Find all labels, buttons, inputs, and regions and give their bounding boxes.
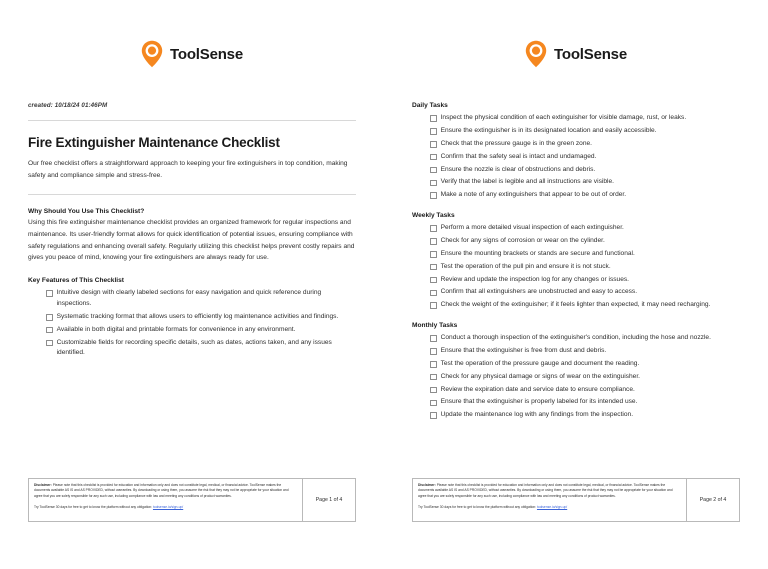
why-section-heading: Why Should You Use This Checklist? (28, 208, 145, 216)
task-group-daily (412, 102, 740, 202)
footer-page-number-cell (687, 479, 739, 521)
page-footer (28, 478, 356, 522)
list-item[interactable] (430, 163, 740, 176)
task-group-weekly (412, 212, 740, 312)
footer-page-number-cell (303, 479, 355, 521)
page-title: Fire Extinguisher Maintenance Checklist (28, 135, 280, 150)
disclaimer-text: Please note that this checklist is provided for education and information only and does not constitute legal, medical, or financial advice. ToolSense makes the documents available AS IS and AS PROVIDED, without warranties. By downloading or using them, you assume the risk that they may not be appropriate for your situation and agree that you are solely responsible for any such use, including compliance with law and meeting any conditions of product warranties. (34, 483, 289, 498)
disclaimer-label: Disclaimer: (34, 483, 52, 487)
list-item[interactable] (430, 396, 740, 409)
trial-text: Try ToolSense 30 days for free to get to know the platform without any obligation: (418, 504, 537, 509)
task-group-title: Weekly Tasks (412, 212, 455, 220)
list-item[interactable] (430, 176, 740, 189)
list-item[interactable] (430, 151, 740, 164)
trial-link[interactable]: toolsense.io/sign-up/ (536, 504, 568, 509)
list-item-label: Customizable fields for recording specific details, such as dates, actions taken, and any issues identified. (56, 338, 332, 357)
list-item-label: Inspect the physical condition of each extinguisher for visible damage, rust, or leaks. (440, 114, 687, 122)
page-number: Page 1 of 4 (315, 497, 343, 503)
list-item-label: Ensure that the extinguisher is properly labeled for its intended use. (440, 398, 638, 406)
list-item[interactable] (430, 409, 740, 422)
checkbox-icon[interactable] (430, 192, 437, 199)
list-item-label: Check that the pressure gauge is in the green zone. (440, 139, 592, 147)
list-item-label: Ensure the nozzle is clear of obstructions and debris. (440, 165, 596, 173)
footer-trial-line (418, 505, 681, 510)
page-lead-paragraph: Our free checklist offers a straightforward approach to keeping your fire extinguishers in top condition, making safety and compliance simple and stress-free. (28, 160, 348, 179)
list-item[interactable] (430, 248, 740, 261)
checkbox-icon[interactable] (430, 167, 437, 174)
checkbox-icon[interactable] (430, 335, 437, 342)
list-item[interactable] (430, 299, 740, 312)
checkbox-icon[interactable] (46, 290, 53, 297)
task-group-monthly (412, 322, 740, 422)
list-item-label: Verify that the label is legible and all instructions are visible. (440, 178, 614, 186)
list-item-label: Conduct a thorough inspection of the extinguisher's condition, including the hose and nozzle. (440, 334, 711, 342)
task-group-title: Monthly Tasks (412, 322, 458, 330)
checkbox-icon[interactable] (430, 400, 437, 407)
list-item-label: Check for any physical damage or signs of wear on the extinguisher. (440, 372, 640, 380)
daily-tasks-checklist (412, 112, 740, 202)
checkbox-icon[interactable] (430, 251, 437, 258)
disclaimer-label: Disclaimer: (418, 483, 436, 487)
list-item[interactable] (430, 261, 740, 274)
checkbox-icon[interactable] (430, 128, 437, 135)
checkbox-icon[interactable] (430, 290, 437, 297)
list-item[interactable] (46, 287, 356, 311)
list-item[interactable] (430, 222, 740, 235)
features-section-heading: Key Features of This Checklist (28, 277, 125, 285)
footer-disclaimer-block (413, 479, 687, 521)
list-item-label: Check for any signs of corrosion or wear on the cylinder. (440, 236, 605, 244)
list-item-label: Ensure that the extinguisher is free from dust and debris. (440, 346, 607, 354)
list-item-label: Update the maintenance log with any findings from the inspection. (440, 411, 634, 419)
checkbox-icon[interactable] (430, 277, 437, 284)
list-item-label: Perform a more detailed visual inspection of each extinguisher. (440, 224, 624, 232)
list-item-label: Review the expiration date and service date to ensure compliance. (440, 385, 635, 393)
checkbox-icon[interactable] (430, 115, 437, 122)
brand-logo (28, 32, 356, 76)
trial-link[interactable]: toolsense.io/sign-up/ (152, 504, 184, 509)
list-item[interactable] (46, 311, 356, 324)
list-item-label: Test the operation of the pull pin and ensure it is not stuck. (440, 262, 611, 270)
checkbox-icon[interactable] (430, 141, 437, 148)
checkbox-icon[interactable] (430, 264, 437, 271)
checkbox-icon[interactable] (430, 238, 437, 245)
list-item-label: Ensure the mounting brackets or stands are secure and functional. (440, 249, 635, 257)
footer-disclaimer (34, 483, 297, 499)
checkbox-icon[interactable] (430, 387, 437, 394)
list-item[interactable] (430, 286, 740, 299)
checkbox-icon[interactable] (430, 180, 437, 187)
why-section-body: Using this fire extinguisher maintenance checklist provides an organized framework for regular inspections and maintenance. Its user-friendly format allows for quick identification of potential issues, ensuring compliance with safety regulations and enhancing overall safety. Regularly utilizing this checklist helps prevent costly repairs and gives you peace of mind, knowing your fire extinguishers are always ready for use. (28, 219, 355, 262)
list-item[interactable] (430, 332, 740, 345)
checkbox-icon[interactable] (430, 361, 437, 368)
list-item[interactable] (430, 235, 740, 248)
list-item-label: Systematic tracking format that allows users to efficiently log maintenance activities and findings. (56, 312, 339, 320)
map-pin-icon (525, 40, 547, 68)
list-item[interactable] (430, 345, 740, 358)
monthly-tasks-checklist (412, 332, 740, 422)
list-item[interactable] (430, 383, 740, 396)
divider-top (28, 120, 356, 121)
list-item-label: Review and update the inspection log for any changes or issues. (440, 275, 629, 283)
list-item-label: Available in both digital and printable formats for convenience in any environment. (56, 325, 296, 333)
weekly-tasks-checklist (412, 222, 740, 312)
list-item-label: Make a note of any extinguishers that appear to be out of order. (440, 191, 627, 199)
list-item-label: Confirm that all extinguishers are unobstructed and easy to access. (440, 288, 638, 296)
list-item[interactable] (430, 189, 740, 202)
list-item[interactable] (46, 336, 356, 360)
list-item[interactable] (430, 125, 740, 138)
checkbox-icon[interactable] (46, 340, 53, 347)
page-number: Page 2 of 4 (699, 497, 727, 503)
list-item-label: Ensure the extinguisher is in its designated location and easily accessible. (440, 126, 657, 134)
checkbox-icon[interactable] (430, 374, 437, 381)
footer-disclaimer-block (29, 479, 303, 521)
map-pin-icon (141, 40, 163, 68)
checkbox-icon[interactable] (430, 348, 437, 355)
list-item[interactable] (430, 371, 740, 384)
brand-logo (412, 32, 740, 76)
brand-name: ToolSense (170, 45, 243, 63)
checkbox-icon[interactable] (430, 302, 437, 309)
footer-trial-line (34, 505, 297, 510)
checkbox-icon[interactable] (46, 327, 53, 334)
list-item-label: Confirm that the safety seal is intact and undamaged. (440, 152, 597, 160)
trial-text: Try ToolSense 30 days for free to get to know the platform without any obligation: (34, 504, 153, 509)
checkbox-icon[interactable] (430, 412, 437, 419)
list-item[interactable] (430, 112, 740, 125)
footer-disclaimer (418, 483, 681, 499)
document-page-1 (0, 30, 384, 569)
checkbox-icon[interactable] (430, 154, 437, 161)
task-group-title: Daily Tasks (412, 102, 448, 109)
page-footer (412, 478, 740, 522)
brand-name: ToolSense (554, 45, 627, 63)
list-item[interactable] (46, 324, 356, 337)
features-checklist (28, 287, 356, 360)
divider-mid (28, 194, 356, 195)
checkbox-icon[interactable] (46, 314, 53, 321)
created-timestamp: created: 10/18/24 01:46PM (28, 102, 108, 109)
checkbox-icon[interactable] (430, 225, 437, 232)
list-item-label: Check the weight of the extinguisher; if it feels lighter than expected, it may need recharging. (440, 301, 711, 309)
disclaimer-text: Please note that this checklist is provided for education and information only and does not constitute legal, medical, or financial advice. ToolSense makes the documents available AS IS and AS PROVIDED, without warranties. By downloading or using them, you assume the risk that they may not be appropriate for your situation and agree that you are solely responsible for any such use, including compliance with law and meeting any conditions of product warranties. (418, 483, 673, 498)
list-item[interactable] (430, 358, 740, 371)
list-item-label: Intuitive design with clearly labeled sections for easy navigation and quick reference during inspections. (56, 289, 322, 307)
list-item-label: Test the operation of the pressure gauge and document the reading. (440, 359, 640, 367)
document-page-2 (384, 30, 768, 569)
list-item[interactable] (430, 273, 740, 286)
list-item[interactable] (430, 138, 740, 151)
